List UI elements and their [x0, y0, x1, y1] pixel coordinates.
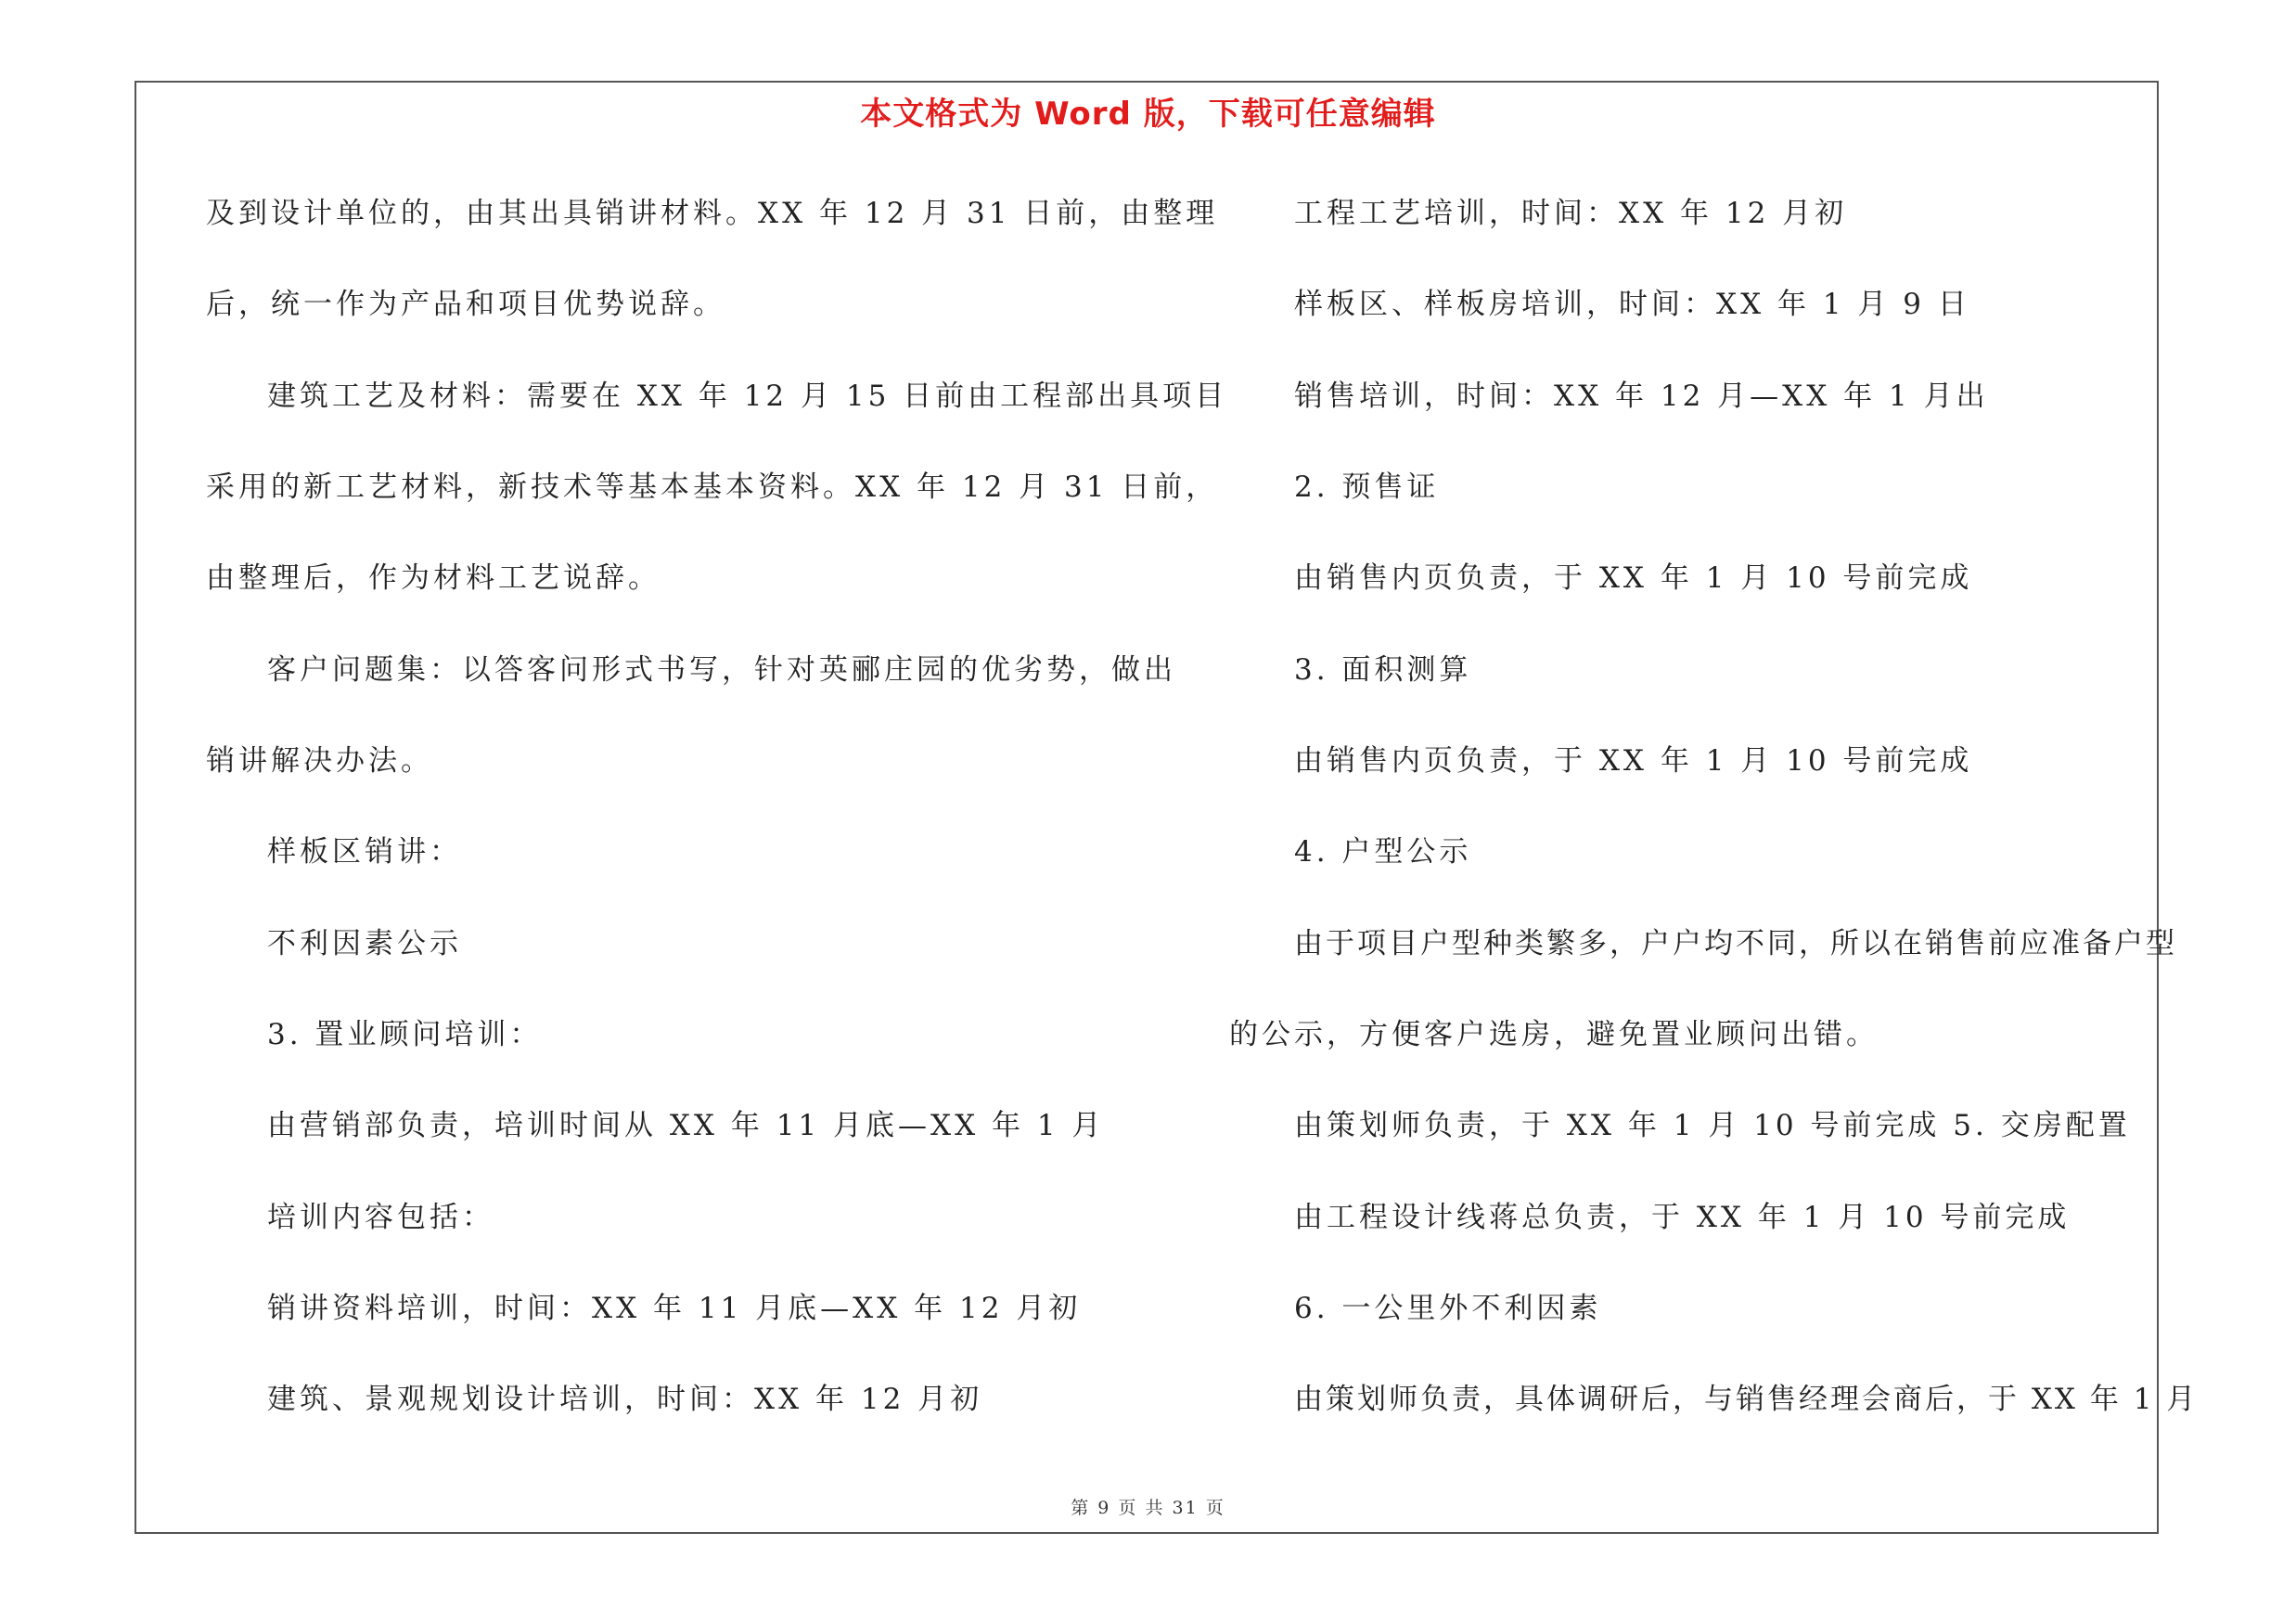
text-line: 由销售内页负责，于 XX 年 1 月 10 号前完成	[1294, 561, 1973, 595]
text-line: 不利因素公示	[267, 927, 462, 960]
text-line: 客户问题集：以答客问形式书写，针对英郦庄园的优劣势，做出	[267, 653, 1176, 687]
text-line: 6. 一公里外不利因素	[1294, 1292, 1602, 1325]
text-line: 由销售内页负责，于 XX 年 1 月 10 号前完成	[1294, 744, 1973, 778]
document-banner: 本文格式为 Word 版，下载可任意编辑	[860, 96, 1436, 133]
text-line: 建筑工艺及材料：需要在 XX 年 12 月 15 日前由工程部出具项目	[267, 380, 1228, 413]
text-line: 4. 户型公示	[1294, 835, 1472, 869]
text-line: 后，统一作为产品和项目优势说辞。	[206, 288, 725, 321]
text-line: 3. 面积测算	[1294, 653, 1472, 687]
text-line: 建筑、景观规划设计培训，时间：XX 年 12 月初	[267, 1383, 983, 1416]
text-line: 由营销部负责，培训时间从 XX 年 11 月底—XX 年 1 月	[267, 1109, 1105, 1142]
text-line: 由工程设计线蒋总负责，于 XX 年 1 月 10 号前完成	[1294, 1201, 2071, 1234]
text-line: 由整理后，作为材料工艺说辞。	[206, 561, 661, 595]
text-line: 工程工艺培训，时间：XX 年 12 月初	[1294, 197, 1848, 230]
text-line: 及到设计单位的，由其出具销讲材料。XX 年 12 月 31 日前，由整理	[206, 197, 1219, 230]
text-line: 的公示，方便客户选房，避免置业顾问出错。	[1229, 1018, 1879, 1051]
text-line: 由策划师负责，于 XX 年 1 月 10 号前完成 5. 交房配置	[1294, 1109, 2131, 1142]
text-line: 销售培训，时间：XX 年 12 月—XX 年 1 月出	[1294, 380, 1989, 413]
text-line: 由于项目户型种类繁多，户户均不同，所以在销售前应准备户型	[1294, 927, 2177, 960]
text-line: 2. 预售证	[1294, 470, 1440, 504]
text-line: 样板区、样板房培训，时间：XX 年 1 月 9 日	[1294, 288, 1970, 321]
text-line: 销讲解决办法。	[206, 744, 433, 778]
page-number: 第 9 页 共 31 页	[1071, 1498, 1225, 1518]
text-line: 样板区销讲：	[267, 835, 462, 869]
text-line: 培训内容包括：	[267, 1201, 494, 1234]
text-line: 由策划师负责，具体调研后，与销售经理会商后，于 XX 年 1 月	[1294, 1383, 2199, 1416]
text-line: 3. 置业顾问培训：	[267, 1018, 543, 1051]
text-line: 采用的新工艺材料，新技术等基本基本资料。XX 年 12 月 31 日前，	[206, 470, 1219, 504]
text-line: 销讲资料培训，时间：XX 年 11 月底—XX 年 12 月初	[267, 1292, 1082, 1325]
